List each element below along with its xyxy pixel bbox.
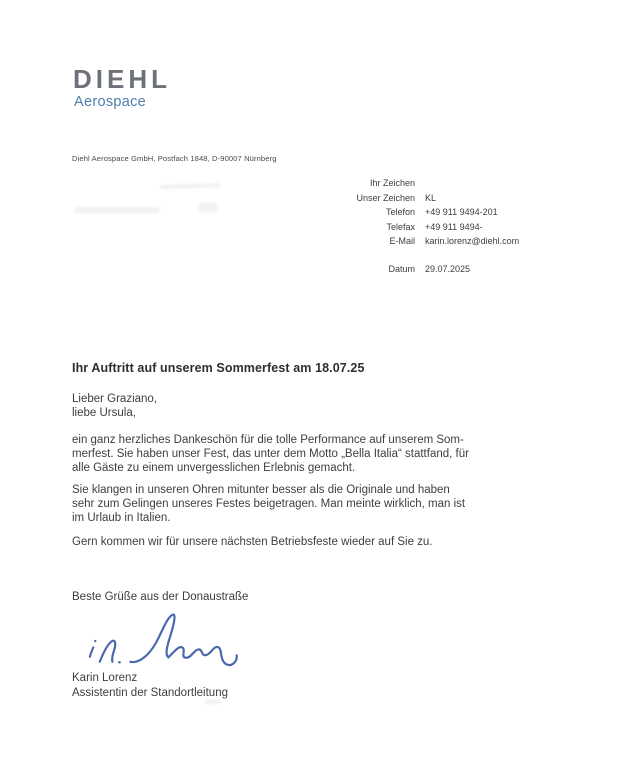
scan-artifact [198,203,218,212]
body-line: Gern kommen wir für unsere nächsten Betriebsfeste wieder auf Sie zu. [72,536,433,548]
info-row-datum [250,262,600,277]
sender-address-line: Diehl Aerospace GmbH, Postfach 1848, D-90007 Nürnberg [72,154,277,163]
info-label: Ihr Zeichen [369,178,415,189]
subject-line: Ihr Auftritt auf unserem Sommerfest am 18.07.25 [72,361,365,375]
body-paragraph-1 [72,433,469,475]
signer-name: Karin Lorenz [72,672,138,684]
body-line: alle Gäste zu einem unvergesslichen Erlebnis gemacht. [72,462,356,474]
diehl-logo: DIEHL [73,64,171,94]
signer-title: Assistentin der Standortleitung [72,687,228,699]
info-row-ihr-zeichen [250,176,600,191]
signature-handwriting [78,610,246,674]
body-paragraph-2 [72,483,465,525]
body-line: im Urlaub in Italien. [72,512,171,524]
info-row-telefax [250,220,600,235]
scan-artifact [205,700,221,704]
salutation-line: liebe Ursula, [72,407,136,419]
info-label: Unser Zeichen [356,192,415,203]
info-row-email [250,234,600,249]
date-value: 29.07.2025 [425,263,471,274]
info-value: +49 911 9494- [425,221,483,232]
contact-info-block [250,176,600,276]
salutation-line: Lieber Graziano, [72,393,158,405]
info-label: Telefon [385,207,415,218]
body-line: sehr zum Gelingen unseres Festes beigetragen. Man meinte wirklich, man ist [72,498,466,510]
body-paragraph-3 [72,535,433,549]
info-row-telefon [250,205,600,220]
scan-artifact [160,183,220,189]
info-value: karin.lorenz@diehl.com [425,236,520,247]
diehl-logo-division: Aerospace [74,94,147,110]
body-line: ein ganz herzliches Dankeschön für die tolle Performance auf unserem Som- [72,434,464,446]
info-label: Telefax [386,221,415,232]
body-line: Sie klangen in unseren Ohren mitunter besser als die Originale und haben [72,484,450,496]
salutation [72,392,157,420]
info-value: KL [425,192,437,203]
date-label: Datum [388,263,415,274]
info-row-unser-zeichen [250,191,600,206]
body-line: merfest. Sie haben unser Fest, das unter dem Motto „Bella Italia“ stattfand, für [72,448,469,460]
redacted-recipient-smudge [74,207,160,213]
closing-line: Beste Grüße aus der Donaustraße [72,591,249,603]
info-value: +49 911 9494-201 [425,207,498,218]
info-label: E-Mail [389,236,415,247]
